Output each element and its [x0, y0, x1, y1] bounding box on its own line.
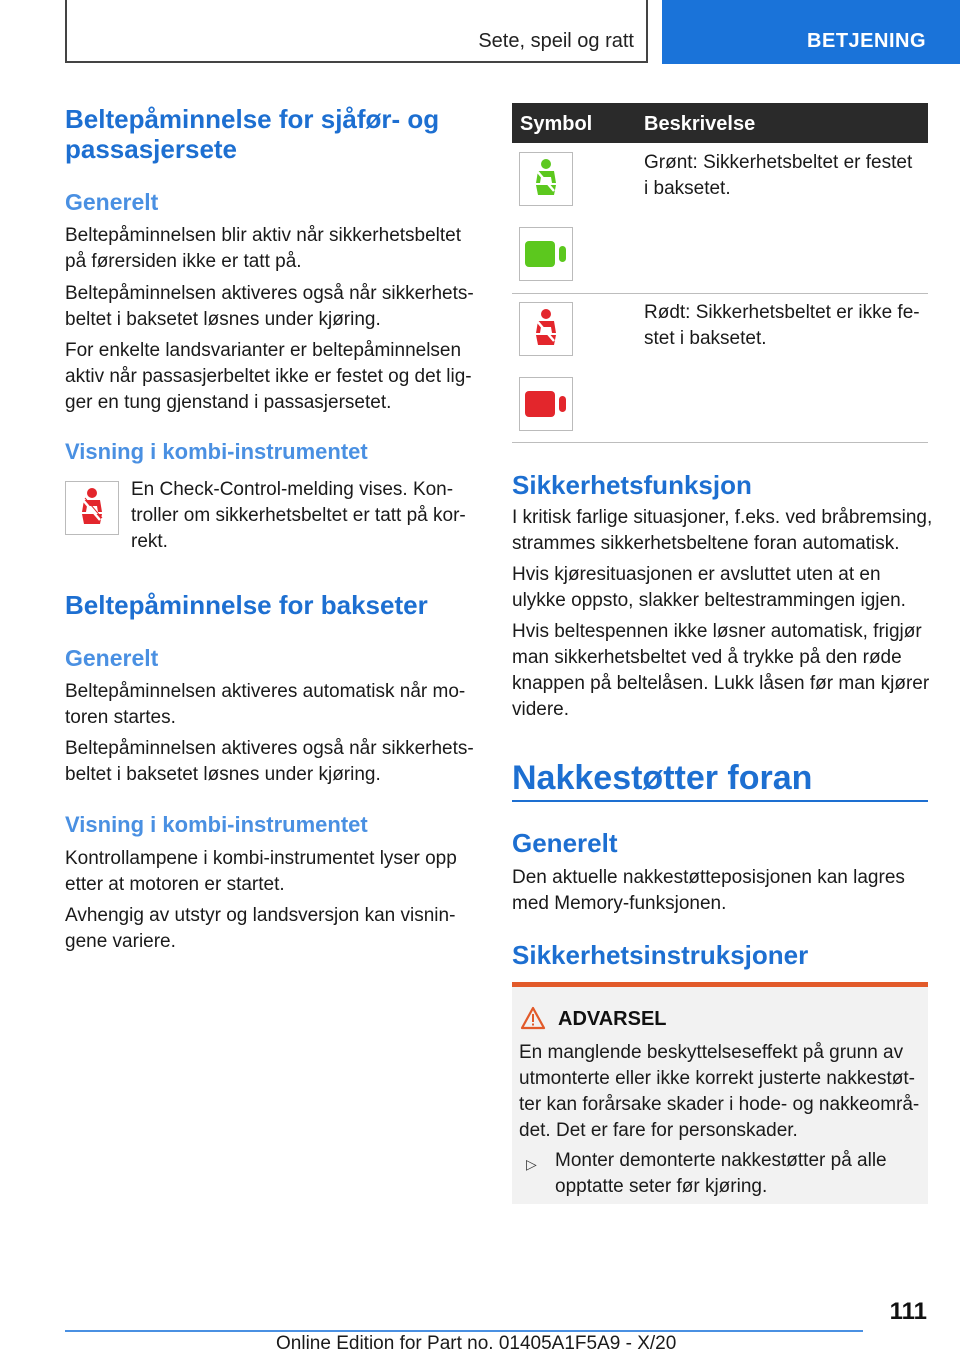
heading-underline	[512, 800, 928, 802]
warning-bar	[512, 982, 928, 987]
para-reminder-rear: Beltepåminnelsen aktiveres også når sikkerhets- beltet i baksetet løsnes under kjøring.	[65, 283, 474, 330]
heading-safety-function: Sikkerhetsfunksjon	[512, 470, 752, 500]
para-reminder-active: Beltepåminnelsen blir aktiv når sikkerhetsbeltet på førersiden ikke er tatt på.	[65, 225, 462, 272]
warning-bullet: Monter demonterte nakkestøtter på alle opptatte seter før kjøring.	[555, 1150, 887, 1197]
para-indicator-lamps: Kontrollampene i kombi-instrumentet lyser opp etter at motoren er startet.	[65, 848, 457, 895]
para-display-varies: Avhengig av utstyr og landsversjon kan visnin- gene variere.	[65, 905, 456, 952]
heading-generelt-1: Generelt	[65, 189, 159, 215]
warning-triangle-icon	[520, 1006, 546, 1035]
para-tension-release: Hvis kjøresituasjonen er avsluttet uten at en ulykke oppsto, slakker beltestrammingen igjen.	[512, 564, 906, 611]
warning-text: En manglende beskyttelseseffekt på grunn av utmonterte eller ikke korrekt justerte nakkestøt- ter kan forårsake skader i hode- og nakkeområ- det. Det er fare for personskader.	[519, 1042, 920, 1141]
heading-display-cluster-1: Visning i kombi-instrumentet	[65, 439, 368, 464]
para-rear-unbuckle: Beltepåminnelsen aktiveres også når sikkerhets- beltet i baksetet løsnes under kjøring.	[65, 738, 474, 785]
footer-rule	[65, 1330, 863, 1332]
col-description: Beskrivelse	[644, 113, 756, 135]
header-section-title: Sete, speil og ratt	[478, 30, 634, 52]
warning-box	[512, 982, 928, 1204]
seatbelt-green-icon	[519, 152, 573, 206]
header-chapter-title: BETJENING	[807, 30, 926, 52]
seatbelt-red-icon	[519, 302, 573, 356]
header-chapter-tab[interactable]	[662, 0, 960, 64]
header-section-box	[65, 0, 648, 63]
para-critical-situations: I kritisk farlige situasjoner, f.eks. ved bråbremsing, strammes sikkerhetsbeltene foran automatisk.	[512, 507, 933, 554]
desc-red: Rødt: Sikkerhetsbeltet er ikke fe- stet i baksetet.	[644, 302, 920, 349]
table-row-divider	[512, 293, 928, 294]
para-memory-function: Den aktuelle nakkestøtteposisjonen kan lagres med Memory-funksjonen.	[512, 867, 905, 914]
bullet-arrow-icon: ▷	[526, 1156, 537, 1172]
heading-safety-instructions: Sikkerhetsinstruksjoner	[512, 940, 809, 970]
desc-green: Grønt: Sikkerhetsbeltet er festet i baksetet.	[644, 152, 913, 199]
heading-driver-belt-reminder: Beltepåminnelse for sjåfør- og passasjersete	[65, 104, 440, 164]
warning-label: ADVARSEL	[558, 1008, 667, 1030]
para-country-variants: For enkelte landsvarianter er beltepåminnelsen aktiv når passasjerbeltet ikke er festet og det lig- ger en tung gjenstand i passasjersetet.	[65, 340, 472, 413]
heading-generelt-2: Generelt	[65, 645, 159, 671]
seatbelt-warning-icon	[65, 481, 119, 535]
heading-display-cluster-2: Visning i kombi-instrumentet	[65, 812, 368, 837]
para-check-control: En Check-Control-melding vises. Kon- troller om sikkerhetsbeltet er tatt på kor- rekt.	[131, 479, 466, 552]
heading-generelt-3: Generelt	[512, 828, 618, 858]
para-rear-auto: Beltepåminnelsen aktiveres automatisk når mo- toren startes.	[65, 681, 466, 728]
heading-rear-belt-reminder: Beltepåminnelse for bakseter	[65, 590, 428, 620]
symbol-table-header	[512, 103, 928, 143]
col-symbol: Symbol	[520, 113, 593, 135]
para-manual-release: Hvis beltespennen ikke løsner automatisk, frigjør man sikkerhetsbeltet ved å trykke på den røde knappen på beltelåsen. Lukk låsen før man kjører videre.	[512, 621, 930, 720]
table-bottom-divider	[512, 442, 928, 443]
rear-seat-green-indicator-icon	[519, 227, 573, 281]
footer-edition: Online Edition for Part no. 01405A1F5A9 - X/20	[276, 1333, 677, 1354]
page-number: 111	[889, 1298, 927, 1325]
rear-seat-red-indicator-icon	[519, 377, 573, 431]
heading-front-headrests: Nakkestøtter foran	[512, 759, 813, 797]
